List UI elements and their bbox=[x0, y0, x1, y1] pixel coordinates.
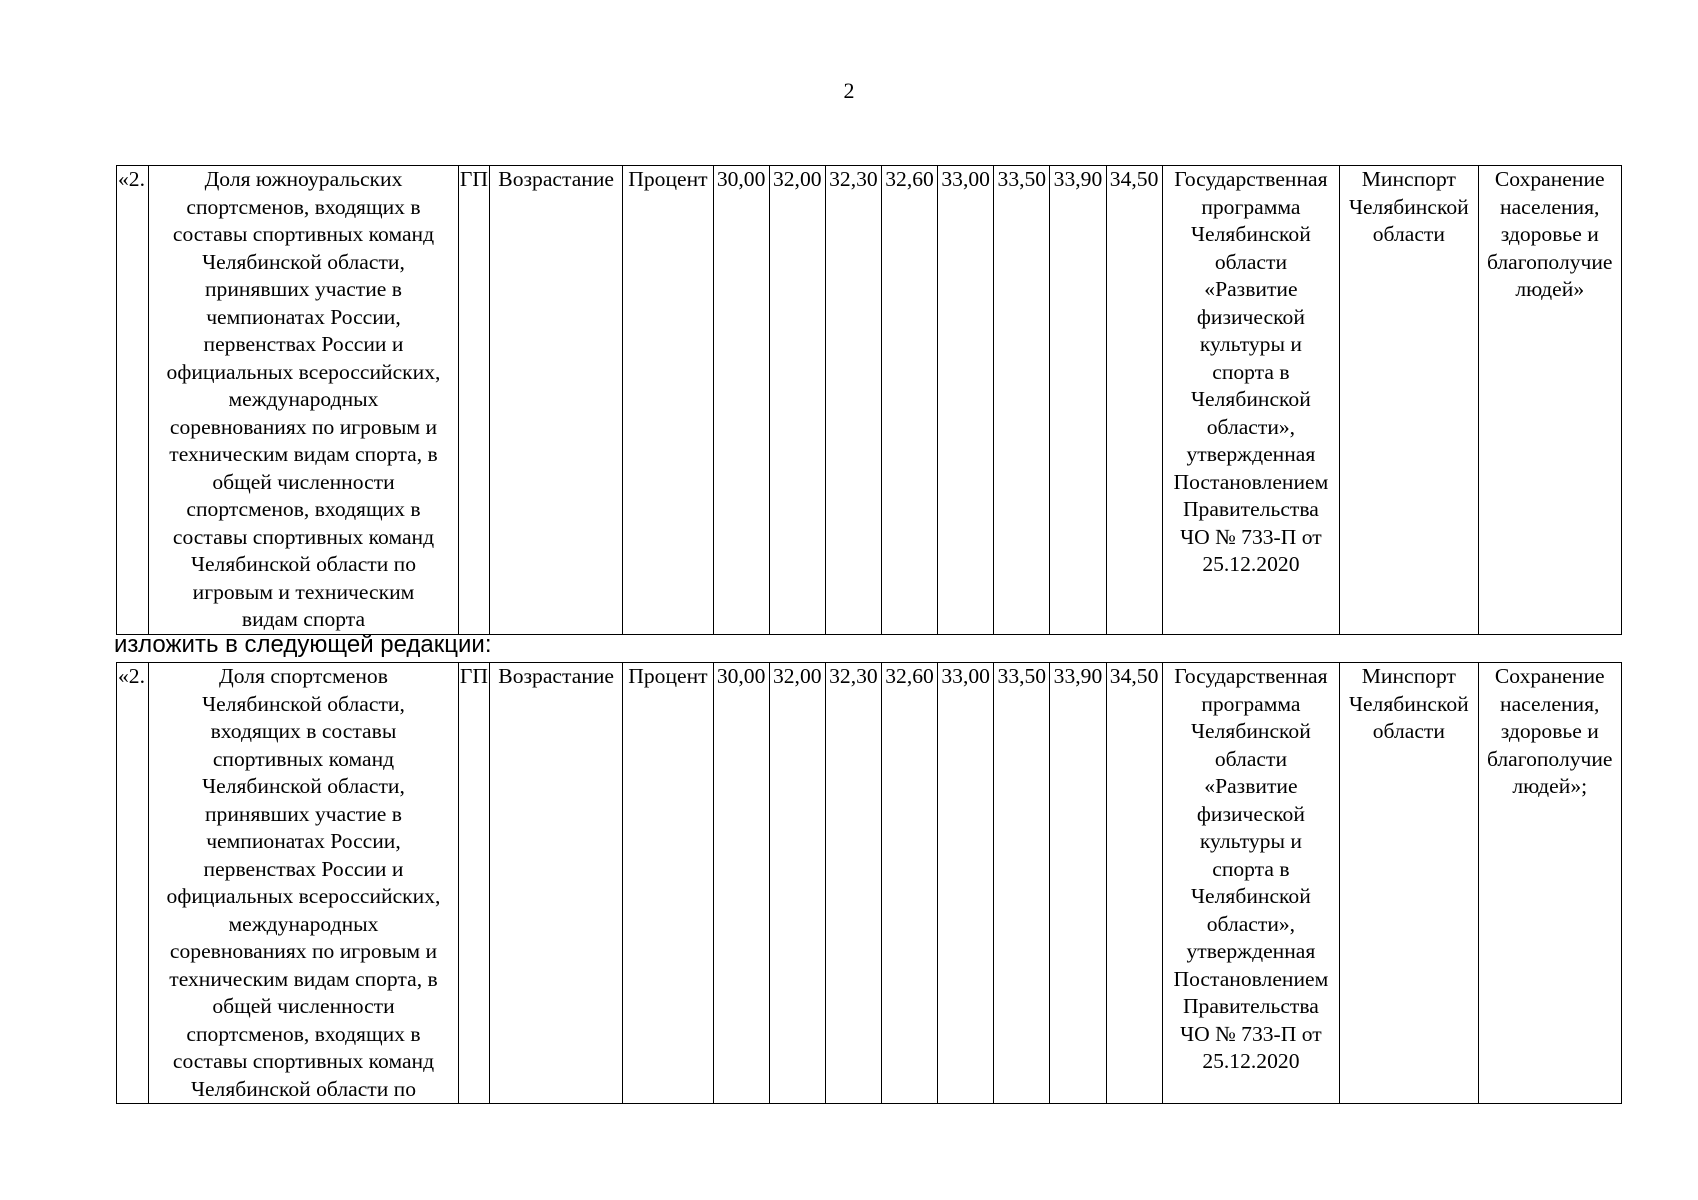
level-cell: ГП bbox=[458, 166, 489, 635]
goal-cell: Сохранение населения, здоровье и благополучие людей»; bbox=[1478, 663, 1622, 1104]
value-cell: 32,60 bbox=[881, 663, 937, 1104]
document-cell: Государственная программа Челябинской области «Развитие физической культуры и спорта в Челябинской области», утвержденная Постановлением Правительства ЧО № 733-П от 25.12.2020 bbox=[1162, 166, 1339, 635]
value-cell: 34,50 bbox=[1106, 166, 1162, 635]
goal-cell: Сохранение населения, здоровье и благополучие людей» bbox=[1478, 166, 1622, 635]
trend-cell: Возрастание bbox=[489, 166, 622, 635]
row-number-cell: «2. bbox=[117, 166, 149, 635]
row-number-cell: «2. bbox=[117, 663, 149, 1104]
indicator-name-cell: Доля южноуральских спортсменов, входящих в составы спортивных команд Челябинской области, принявших участие в чемпионатах России, первенствах России и официальных всероссийских, международных соревнованиях по игровым и техническим видам спорта, в общей численности спортсменов, входящих в составы спортивных команд Челябинской области по игровым и техническим видам спорта bbox=[149, 166, 459, 635]
value-cell: 33,00 bbox=[938, 663, 994, 1104]
table-row bbox=[117, 663, 1622, 1104]
unit-cell: Процент bbox=[623, 663, 713, 1104]
value-cell: 33,90 bbox=[1050, 663, 1106, 1104]
value-cell: 30,00 bbox=[713, 166, 769, 635]
value-cell: 32,00 bbox=[769, 663, 825, 1104]
trend-cell: Возрастание bbox=[489, 663, 622, 1104]
document-cell: Государственная программа Челябинской области «Развитие физической культуры и спорта в Челябинской области», утвержденная Постановлением Правительства ЧО № 733-П от 25.12.2020 bbox=[1162, 663, 1339, 1104]
responsible-cell: Минспорт Челябинской области bbox=[1340, 663, 1478, 1104]
level-cell: ГП bbox=[458, 663, 489, 1104]
indicator-table-after bbox=[116, 662, 1622, 1104]
value-cell: 30,00 bbox=[713, 663, 769, 1104]
responsible-cell: Минспорт Челябинской области bbox=[1340, 166, 1478, 635]
unit-cell: Процент bbox=[623, 166, 713, 635]
amendment-caption: изложить в следующей редакции: bbox=[114, 631, 492, 658]
value-cell: 32,30 bbox=[825, 166, 881, 635]
indicator-name-cell: Доля спортсменов Челябинской области, входящих в составы спортивных команд Челябинской области, принявших участие в чемпионатах России, первенствах России и официальных всероссийских, международных соревнованиях по игровым и техническим видам спорта, в общей численности спортсменов, входящих в составы спортивных команд Челябинской области по bbox=[149, 663, 459, 1104]
value-cell: 32,60 bbox=[881, 166, 937, 635]
value-cell: 33,50 bbox=[994, 166, 1050, 635]
value-cell: 32,30 bbox=[825, 663, 881, 1104]
value-cell: 33,90 bbox=[1050, 166, 1106, 635]
value-cell: 32,00 bbox=[769, 166, 825, 635]
value-cell: 33,50 bbox=[994, 663, 1050, 1104]
value-cell: 33,00 bbox=[938, 166, 994, 635]
value-cell: 34,50 bbox=[1106, 663, 1162, 1104]
page-number: 2 bbox=[843, 78, 855, 103]
indicator-table-before bbox=[116, 165, 1622, 635]
table-row bbox=[117, 166, 1622, 635]
